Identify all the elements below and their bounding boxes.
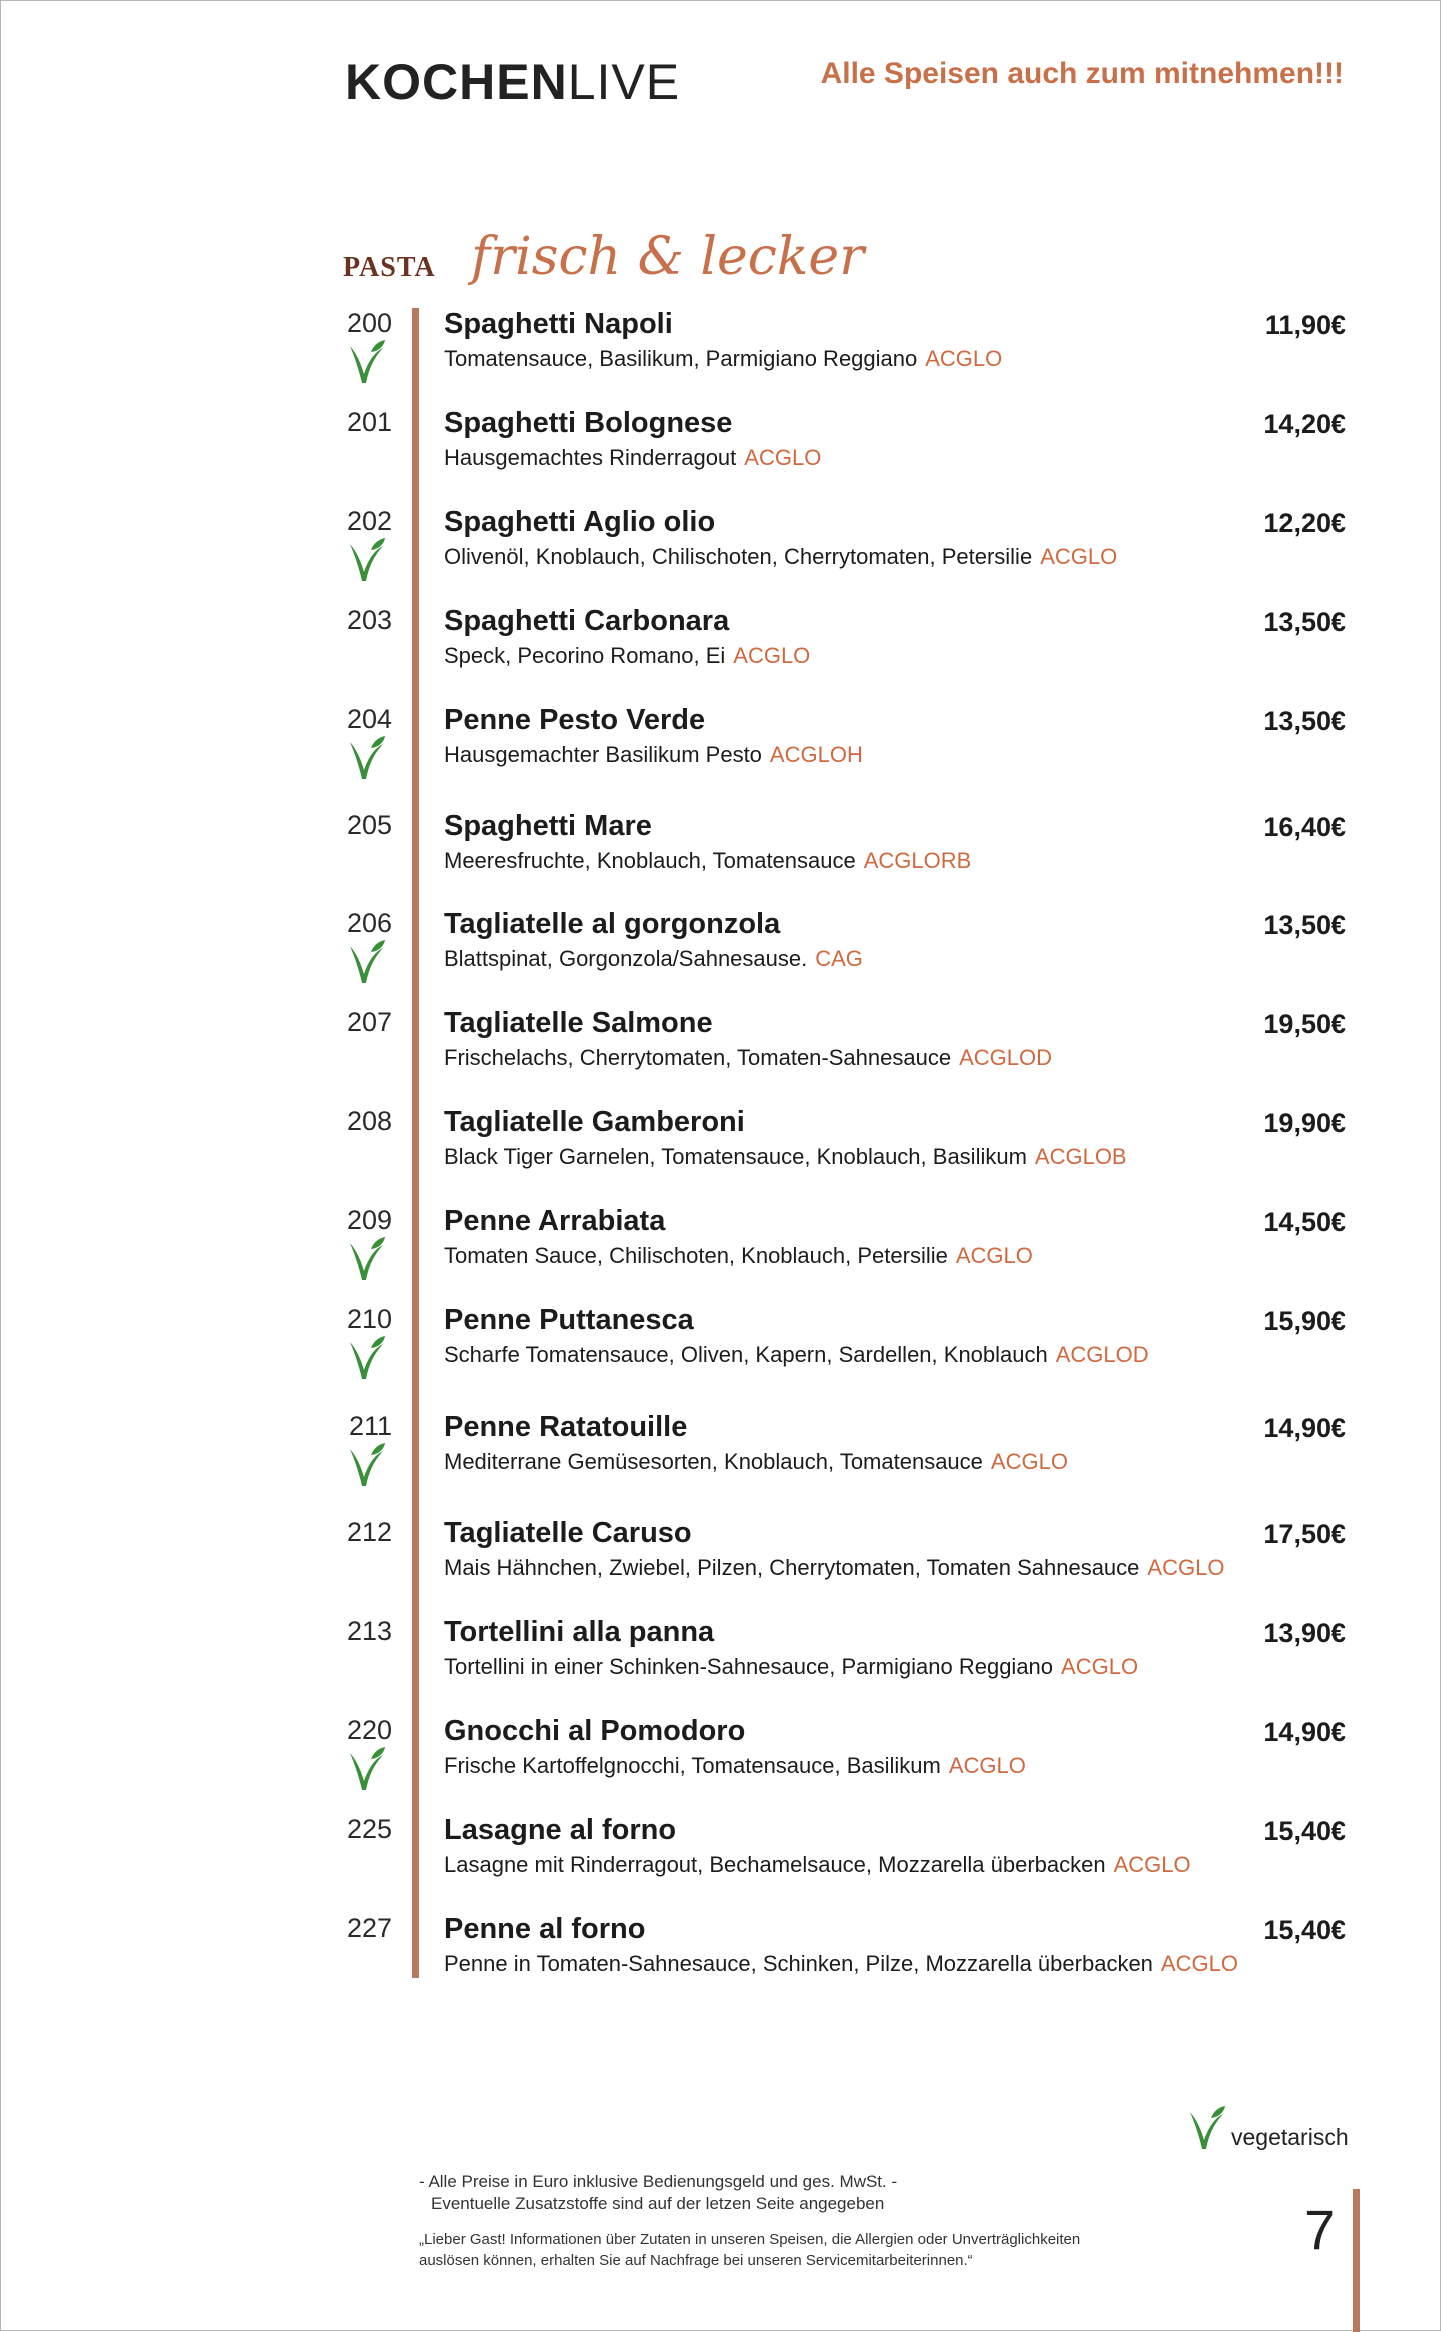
dish-price: 13,50€ <box>1263 706 1346 736</box>
menu-item <box>1 1205 1441 1285</box>
dish-number: 204 <box>346 704 392 734</box>
dish-allergens: ACGLOD <box>1055 1342 1149 1367</box>
menu-item <box>1 506 1441 586</box>
dish-ingredients: Tortellini in einer Schinken-Sahnesauce, Parmigiano Reggiano <box>444 1654 1054 1679</box>
dish-ingredients: Scharfe Tomatensauce, Oliven, Kapern, Sardellen, Knoblauch <box>444 1342 1048 1367</box>
vegetarian-leaf-icon <box>347 1237 387 1283</box>
page-number: 7 <box>1304 2198 1336 2261</box>
allergy-note <box>419 2229 1080 2271</box>
dish-description <box>444 1144 1127 1170</box>
dish-ingredients: Penne in Tomaten-Sahnesauce, Schinken, Pilze, Mozzarella überbacken <box>444 1951 1153 1976</box>
dish-name: Lasagne al forno <box>444 1814 677 1846</box>
vegetarian-legend <box>1187 2106 1387 2156</box>
dish-price: 16,40€ <box>1263 812 1346 842</box>
dish-description <box>444 346 1002 372</box>
dish-price: 14,50€ <box>1263 1207 1346 1237</box>
vegetarian-leaf-icon <box>347 1336 387 1382</box>
dish-price: 12,20€ <box>1263 508 1346 538</box>
dish-allergens: ACGLO <box>948 1753 1026 1778</box>
dish-name: Tagliatelle Caruso <box>444 1517 692 1549</box>
dish-ingredients: Mais Hähnchen, Zwiebel, Pilzen, Cherrytomaten, Tomaten Sahnesauce <box>444 1555 1140 1580</box>
menu-item <box>1 908 1441 988</box>
menu-item <box>1 704 1441 784</box>
dish-name: Penne al forno <box>444 1913 646 1945</box>
dish-price: 15,40€ <box>1263 1816 1346 1846</box>
dish-ingredients: Black Tiger Garnelen, Tomatensauce, Knoblauch, Basilikum <box>444 1144 1027 1169</box>
vegetarian-leaf-icon <box>1187 2106 1227 2152</box>
dish-description <box>444 1449 1068 1475</box>
vegetarian-leaf-icon <box>347 1747 387 1793</box>
dish-number: 209 <box>346 1205 392 1235</box>
price-disclaimer <box>419 2171 897 2215</box>
dish-allergens: ACGLO <box>990 1449 1068 1474</box>
dish-description <box>444 1753 1026 1779</box>
allergy-note-line: „Lieber Gast! Informationen über Zutaten in unseren Speisen, die Allergien oder Unverträglichkeiten <box>419 2231 1081 2248</box>
dish-number: 212 <box>346 1517 392 1547</box>
dish-description <box>444 1555 1224 1581</box>
dish-price: 19,50€ <box>1263 1009 1346 1039</box>
dish-ingredients: Mediterrane Gemüsesorten, Knoblauch, Tomatensauce <box>444 1449 983 1474</box>
dish-list <box>1 1 1440 2330</box>
dish-number: 205 <box>346 810 392 840</box>
menu-item <box>1 1715 1441 1795</box>
dish-number: 220 <box>346 1715 392 1745</box>
dish-description <box>444 1852 1191 1878</box>
dish-allergens: ACGLO <box>1061 1654 1139 1679</box>
menu-item <box>1 407 1441 487</box>
menu-item <box>1 308 1441 388</box>
dish-price: 14,90€ <box>1263 1413 1346 1443</box>
vegetarian-leaf-icon <box>347 340 387 386</box>
dish-name: Tagliatelle Gamberoni <box>444 1106 745 1138</box>
dish-allergens: ACGLO <box>925 346 1003 371</box>
dish-allergens: ACGLO <box>1147 1555 1225 1580</box>
dish-price: 11,90€ <box>1264 310 1346 340</box>
dish-description <box>444 1654 1138 1680</box>
dish-ingredients: Olivenöl, Knoblauch, Chilischoten, Cherrytomaten, Petersilie <box>444 544 1033 569</box>
dish-ingredients: Meeresfruchte, Knoblauch, Tomatensauce <box>444 848 856 873</box>
dish-name: Spaghetti Carbonara <box>444 605 730 637</box>
section-label: PASTA <box>343 252 436 283</box>
dish-ingredients: Blattspinat, Gorgonzola/Sahnesause. <box>444 946 808 971</box>
dish-name: Penne Ratatouille <box>444 1411 688 1443</box>
dish-allergens: ACGLO <box>1113 1852 1191 1877</box>
dish-ingredients: Tomaten Sauce, Chilischoten, Knoblauch, Petersilie <box>444 1243 948 1268</box>
dish-description <box>444 742 863 768</box>
dish-description <box>444 1951 1238 1977</box>
dish-ingredients: Frische Kartoffelgnocchi, Tomatensauce, Basilikum <box>444 1753 941 1778</box>
dish-name: Gnocchi al Pomodoro <box>444 1715 746 1747</box>
menu-item <box>1 1411 1441 1491</box>
dish-allergens: ACGLO <box>733 643 811 668</box>
dish-name: Spaghetti Mare <box>444 810 652 842</box>
dish-description <box>444 643 810 669</box>
vegetarian-leaf-icon <box>347 1443 387 1489</box>
dish-name: Penne Arrabiata <box>444 1205 666 1237</box>
dish-price: 13,90€ <box>1263 1618 1346 1648</box>
dish-price: 13,50€ <box>1263 607 1346 637</box>
dish-ingredients: Lasagne mit Rinderragout, Bechamelsauce, Mozzarella überbacken <box>444 1852 1106 1877</box>
dish-price: 13,50€ <box>1263 910 1346 940</box>
dish-price: 14,20€ <box>1263 409 1346 439</box>
dish-number: 213 <box>346 1616 392 1646</box>
dish-number: 211 <box>348 1411 392 1441</box>
dish-number: 208 <box>346 1106 392 1136</box>
dish-description <box>444 445 821 471</box>
dish-ingredients: Frischelachs, Cherrytomaten, Tomaten-Sahnesauce <box>444 1045 952 1070</box>
menu-item <box>1 1814 1441 1894</box>
dish-description <box>444 1342 1149 1368</box>
brand-name-light: LIVE <box>567 54 681 110</box>
price-disclaimer-line: Eventuelle Zusatzstoffe sind auf der letzen Seite angegeben <box>431 2194 885 2213</box>
price-disclaimer-line: - Alle Preise in Euro inklusive Bedienungsgeld und ges. MwSt. - <box>419 2172 898 2191</box>
dish-allergens: ACGLOH <box>769 742 863 767</box>
menu-item <box>1 1007 1441 1087</box>
dish-number: 206 <box>346 908 392 938</box>
dish-allergens: ACGLO <box>1160 1951 1238 1976</box>
dish-ingredients: Speck, Pecorino Romano, Ei <box>444 643 726 668</box>
dish-name: Penne Puttanesca <box>444 1304 694 1336</box>
dish-allergens: ACGLO <box>744 445 822 470</box>
menu-item <box>1 1616 1441 1696</box>
dish-ingredients: Hausgemachter Basilikum Pesto <box>444 742 762 767</box>
brand-name-bold: KOCHEN <box>345 54 568 110</box>
dish-price: 19,90€ <box>1263 1108 1346 1138</box>
menu-item <box>1 1913 1441 1993</box>
dish-allergens: ACGLO <box>955 1243 1033 1268</box>
dish-number: 203 <box>346 605 392 635</box>
dish-allergens: ACGLOB <box>1034 1144 1127 1169</box>
menu-item <box>1 605 1441 685</box>
dish-ingredients: Tomatensauce, Basilikum, Parmigiano Reggiano <box>444 346 918 371</box>
dish-price: 15,90€ <box>1263 1306 1346 1336</box>
dish-description <box>444 848 971 874</box>
menu-item <box>1 1106 1441 1186</box>
dish-allergens: ACGLOD <box>959 1045 1052 1070</box>
dish-price: 15,40€ <box>1263 1915 1346 1945</box>
dish-description <box>444 544 1117 570</box>
dish-description <box>444 1045 1052 1071</box>
dish-description <box>444 946 863 972</box>
dish-name: Spaghetti Bolognese <box>444 407 733 439</box>
vegetarian-legend-label: vegetarisch <box>1231 2124 1349 2150</box>
vegetarian-leaf-icon <box>347 940 387 986</box>
dish-number: 207 <box>346 1007 392 1037</box>
vegetarian-leaf-icon <box>347 538 387 584</box>
dish-number: 202 <box>346 506 392 536</box>
dish-name: Tagliatelle Salmone <box>444 1007 713 1039</box>
dish-number: 225 <box>346 1814 392 1844</box>
dish-name: Tagliatelle al gorgonzola <box>444 908 781 940</box>
dish-price: 17,50€ <box>1263 1519 1346 1549</box>
menu-item <box>1 1517 1441 1597</box>
dish-price: 14,90€ <box>1263 1717 1346 1747</box>
menu-item <box>1 1304 1441 1384</box>
menu-item <box>1 810 1441 890</box>
dish-allergens: CAG <box>815 946 863 971</box>
takeaway-notice: Alle Speisen auch zum mitnehmen!!! <box>820 57 1344 90</box>
dish-number: 227 <box>346 1913 392 1943</box>
dish-number: 201 <box>346 407 392 437</box>
dish-description <box>444 1243 1033 1269</box>
dish-ingredients: Hausgemachtes Rinderragout <box>444 445 737 470</box>
dish-allergens: ACGLO <box>1040 544 1118 569</box>
dish-name: Spaghetti Napoli <box>444 308 673 340</box>
dish-allergens: ACGLORB <box>863 848 972 873</box>
vegetarian-leaf-icon <box>347 736 387 782</box>
dish-name: Penne Pesto Verde <box>444 704 706 736</box>
dish-name: Spaghetti Aglio olio <box>444 506 716 538</box>
page-number-bar <box>1353 2189 1360 2332</box>
section-tagline: frisch & lecker <box>471 227 865 287</box>
dish-number: 200 <box>346 308 392 338</box>
allergy-note-line: auslösen können, erhalten Sie auf Nachfrage bei unseren Servicemitarbeiterinnen.“ <box>419 2252 973 2269</box>
dish-number: 210 <box>346 1304 392 1334</box>
dish-name: Tortellini alla panna <box>444 1616 715 1648</box>
